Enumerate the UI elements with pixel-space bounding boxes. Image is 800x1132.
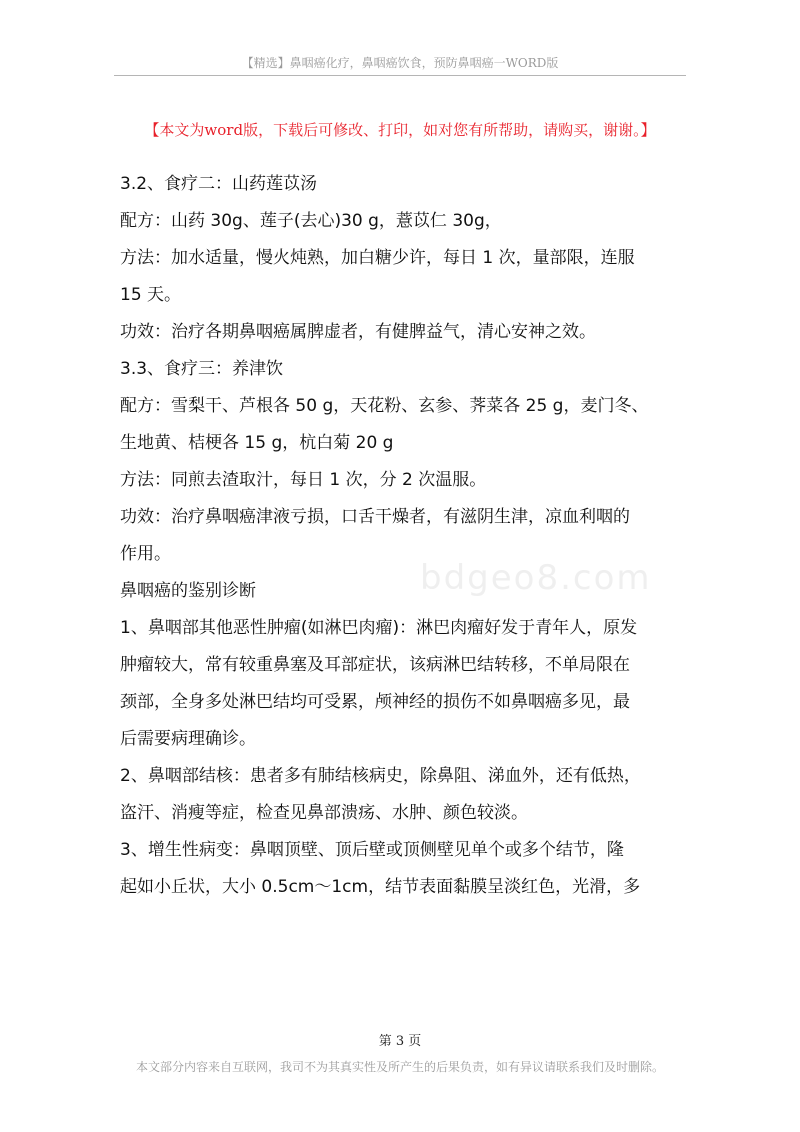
paragraph-line: 作用。 — [120, 544, 171, 564]
section-heading: 3.3、食疗三：养津饮 — [120, 359, 284, 379]
paragraph-line: 功效：治疗鼻咽癌津液亏损，口舌干燥者，有滋阴生津，凉血利咽的 — [120, 507, 630, 527]
paragraph-line: 配方：山药 30g、莲子(去心)30 g，薏苡仁 30g， — [120, 211, 502, 231]
page-header-title: 【精选】鼻咽癌化疗，鼻咽癌饮食，预防鼻咽癌一WORD版 — [241, 56, 559, 70]
section-heading: 鼻咽癌的鉴别诊断 — [120, 581, 256, 601]
purchase-notice: 【本文为word版，下载后可修改、打印，如对您有所帮助，请购买，谢谢。】 — [144, 121, 656, 139]
paragraph-line: 配方：雪梨干、芦根各 50 g，天花粉、玄参、荠菜各 25 g，麦门冬、 — [120, 396, 649, 416]
page-number: 第 3 页 — [378, 1034, 422, 1049]
footer-disclaimer: 本文部分内容来自互联网，我司不为其真实性及所产生的后果负责，如有异议请联系我们及时删除。 — [135, 1060, 664, 1074]
paragraph-line: 15 天。 — [120, 285, 182, 305]
paragraph-line: 颈部，全身多处淋巴结均可受累，颅神经的损伤不如鼻咽癌多见，最 — [120, 692, 630, 712]
paragraph-line: 功效：治疗各期鼻咽癌属脾虚者，有健脾益气，清心安神之效。 — [120, 322, 596, 342]
paragraph-line: 起如小丘状，大小 0.5cm～1cm，结节表面黏膜呈淡红色，光滑，多 — [120, 877, 641, 897]
paragraph-line: 2、鼻咽部结核：患者多有肺结核病史，除鼻阻、涕血外，还有低热， — [120, 766, 641, 786]
watermark: bdgeo8.com — [420, 558, 652, 598]
paragraph-line: 方法：同煎去渣取汁，每日 1 次，分 2 次温服。 — [120, 470, 487, 490]
paragraph-line: 肿瘤较大，常有较重鼻塞及耳部症状，该病淋巴结转移，不单局限在 — [120, 655, 630, 675]
document-body — [120, 166, 682, 906]
paragraph-line: 1、鼻咽部其他恶性肿瘤(如淋巴肉瘤)：淋巴肉瘤好发于青年人，原发 — [120, 618, 638, 638]
paragraph-line: 3、增生性病变：鼻咽顶壁、顶后壁或顶侧壁见单个或多个结节，隆 — [120, 840, 624, 860]
paragraph-line: 盗汗、消瘦等症，检查见鼻部溃疡、水肿、颜色较淡。 — [120, 803, 528, 823]
section-heading: 3.2、食疗二：山药莲苡汤 — [120, 174, 318, 194]
paragraph-line: 方法：加水适量，慢火炖熟，加白糖少许，每日 1 次，量部限，连服 — [120, 248, 635, 268]
paragraph-line: 后需要病理确诊。 — [120, 729, 256, 749]
paragraph-line: 生地黄、桔梗各 15 g，杭白菊 20 g — [120, 433, 394, 453]
header-divider — [114, 75, 686, 76]
